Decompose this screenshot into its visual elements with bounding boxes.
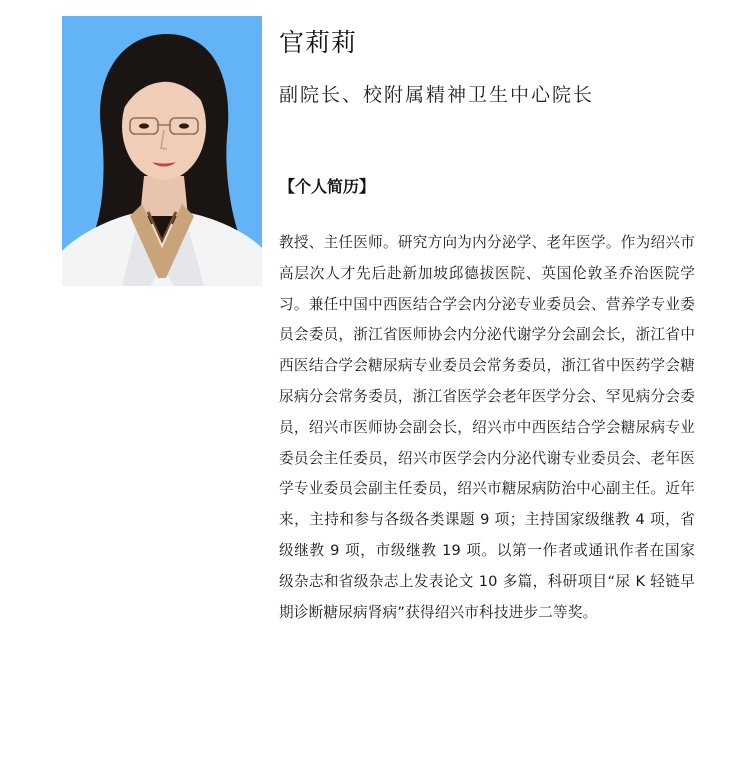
person-name: 官莉莉 [279,28,358,57]
portrait-illustration [62,16,262,286]
person-position: 副院长、校附属精神卫生中心院长 [279,84,595,106]
bio-paragraph: 教授、主任医师。研究方向为内分泌学、老年医学。作为绍兴市高层次人才先后赴新加坡邱德拔医院、英国伦敦圣乔治医院学习。兼任中国中西医结合学会内分泌专业委员会、营养学专业委员会委员，浙江省医师协会内分泌代谢学分会副会长，浙江省中西医结合学会糖尿病专业委员会常务委员，浙江省中医药学会糖尿病分会常务委员，浙江省医学会老年医学分会、罕见病分会委员，绍兴市医师协会副会长，绍兴市中西医结合学会糖尿病专业委员会主任委员，绍兴市医学会内分泌代谢专业委员会、老年医学专业委员会副主任委员，绍兴市糖尿病防治中心副主任。近年来，主持和参与各级各类课题 9 项；主持国家级继教 4 项，省级继教 9 项，市级继教 19 项。以第一作者或通讯作者在国家级杂志和省级杂志上发表论文 10 多篇，科研项目“尿 K 轻链早期诊断糖尿病肾病”获得绍兴市科技进步二等奖。 [279,234,695,621]
bio-text [279,228,695,628]
section-heading-resume: 【个人简历】 [279,177,376,196]
portrait-photo [62,16,262,286]
